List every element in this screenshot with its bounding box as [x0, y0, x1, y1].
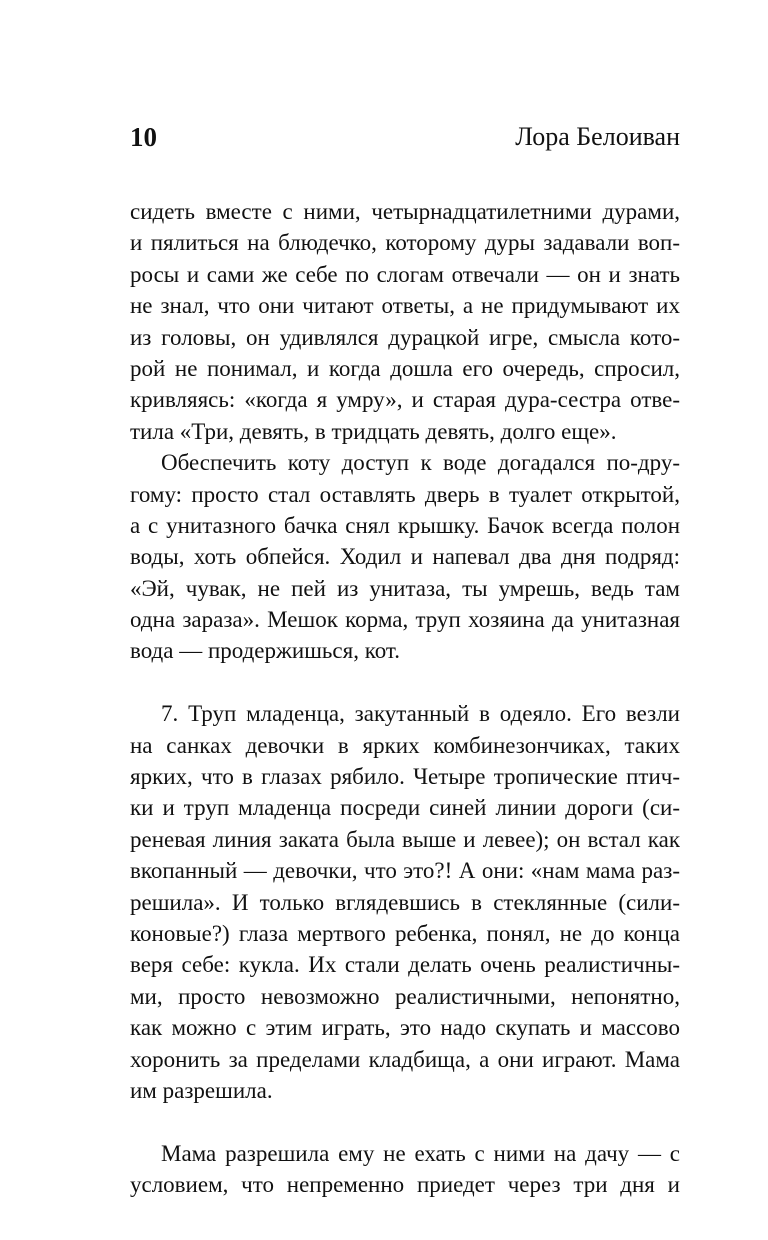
text-line: из головы, он удивлялся дурацкой игре, смысла кото-	[130, 324, 680, 350]
text-line: росы и сами же себе по слогам отвечали — он и знать	[130, 261, 680, 287]
text-line: на санках девочки в ярких комбинезончиках, таких	[130, 732, 680, 758]
text-line: а с унитазного бачка снял крышку. Бачок всегда полон	[130, 512, 680, 538]
text-line: как можно с этим играть, это надо скупать и массово	[130, 1015, 680, 1041]
text-line: одна зараза». Мешок корма, труп хозяина да унитазная	[130, 607, 680, 633]
running-head-author: Лора Белоиван	[515, 122, 680, 151]
text-line: условием, что непременно приедет через три дня и	[130, 1172, 680, 1198]
text-line: ки и труп младенца посреди синей линии дороги (си-	[130, 795, 680, 821]
paragraph	[130, 698, 680, 1106]
text-line: им разрешила.	[130, 1077, 273, 1103]
text-line: гому: просто стал оставлять дверь в туалет открытой,	[130, 481, 680, 507]
text-line: Мама разрешила ему не ехать с ними на дачу — с	[161, 1140, 680, 1166]
text-line: вкопанный — девочки, что это?! А они: «нам мама раз-	[130, 858, 680, 884]
section-break	[130, 667, 680, 698]
text-line: Обеспечить коту доступ к воде догадался по-дру-	[161, 450, 680, 476]
text-line: сидеть вместе с ними, четырнадцатилетними дурами,	[130, 199, 680, 224]
text-line: коновые?) глаза мертвого ребенка, понял, не до конца	[130, 920, 680, 946]
section-break	[130, 1106, 680, 1137]
text-line: не знал, что они читают ответы, а не придумывают их	[130, 293, 680, 319]
text-line: хоронить за пределами кладбища, а они играют. Мама	[130, 1046, 680, 1072]
text-line: реневая линия заката была выше и левее); он встал как	[130, 826, 680, 852]
text-line: ми, просто невозможно реалистичными, непонятно,	[130, 983, 680, 1009]
text-line: кривляясь: «когда я умру», и старая дура-сестра отве-	[130, 387, 680, 413]
text-line: тила «Три, девять, в тридцать девять, долго еще».	[130, 418, 617, 444]
text-line: вода — продержишься, кот.	[130, 638, 400, 664]
text-line: и пялиться на блюдечко, которому дуры задавали воп-	[130, 230, 680, 256]
paragraph	[130, 1138, 680, 1201]
text-line: решила». И только вглядевшись в стеклянные (сили-	[130, 889, 680, 915]
paragraph	[130, 196, 680, 447]
page-header	[130, 118, 680, 158]
page-body	[130, 196, 680, 1201]
text-line: воды, хоть обпейся. Ходил и напевал два дня подряд:	[130, 544, 680, 570]
page-number: 10	[130, 122, 157, 152]
book-page	[130, 118, 680, 1198]
text-line: 7. Труп младенца, закутанный в одеяло. Его везли	[161, 701, 680, 727]
text-line: ярких, что в глазах рябило. Четыре тропические птич-	[130, 764, 680, 790]
paragraph	[130, 447, 680, 667]
text-line: «Эй, чувак, не пей из унитаза, ты умрешь, ведь там	[130, 575, 680, 601]
text-line: веря себе: кукла. Их стали делать очень реалистичны-	[130, 952, 680, 978]
text-line: рой не понимал, и когда дошла его очередь, спросил,	[130, 355, 680, 381]
